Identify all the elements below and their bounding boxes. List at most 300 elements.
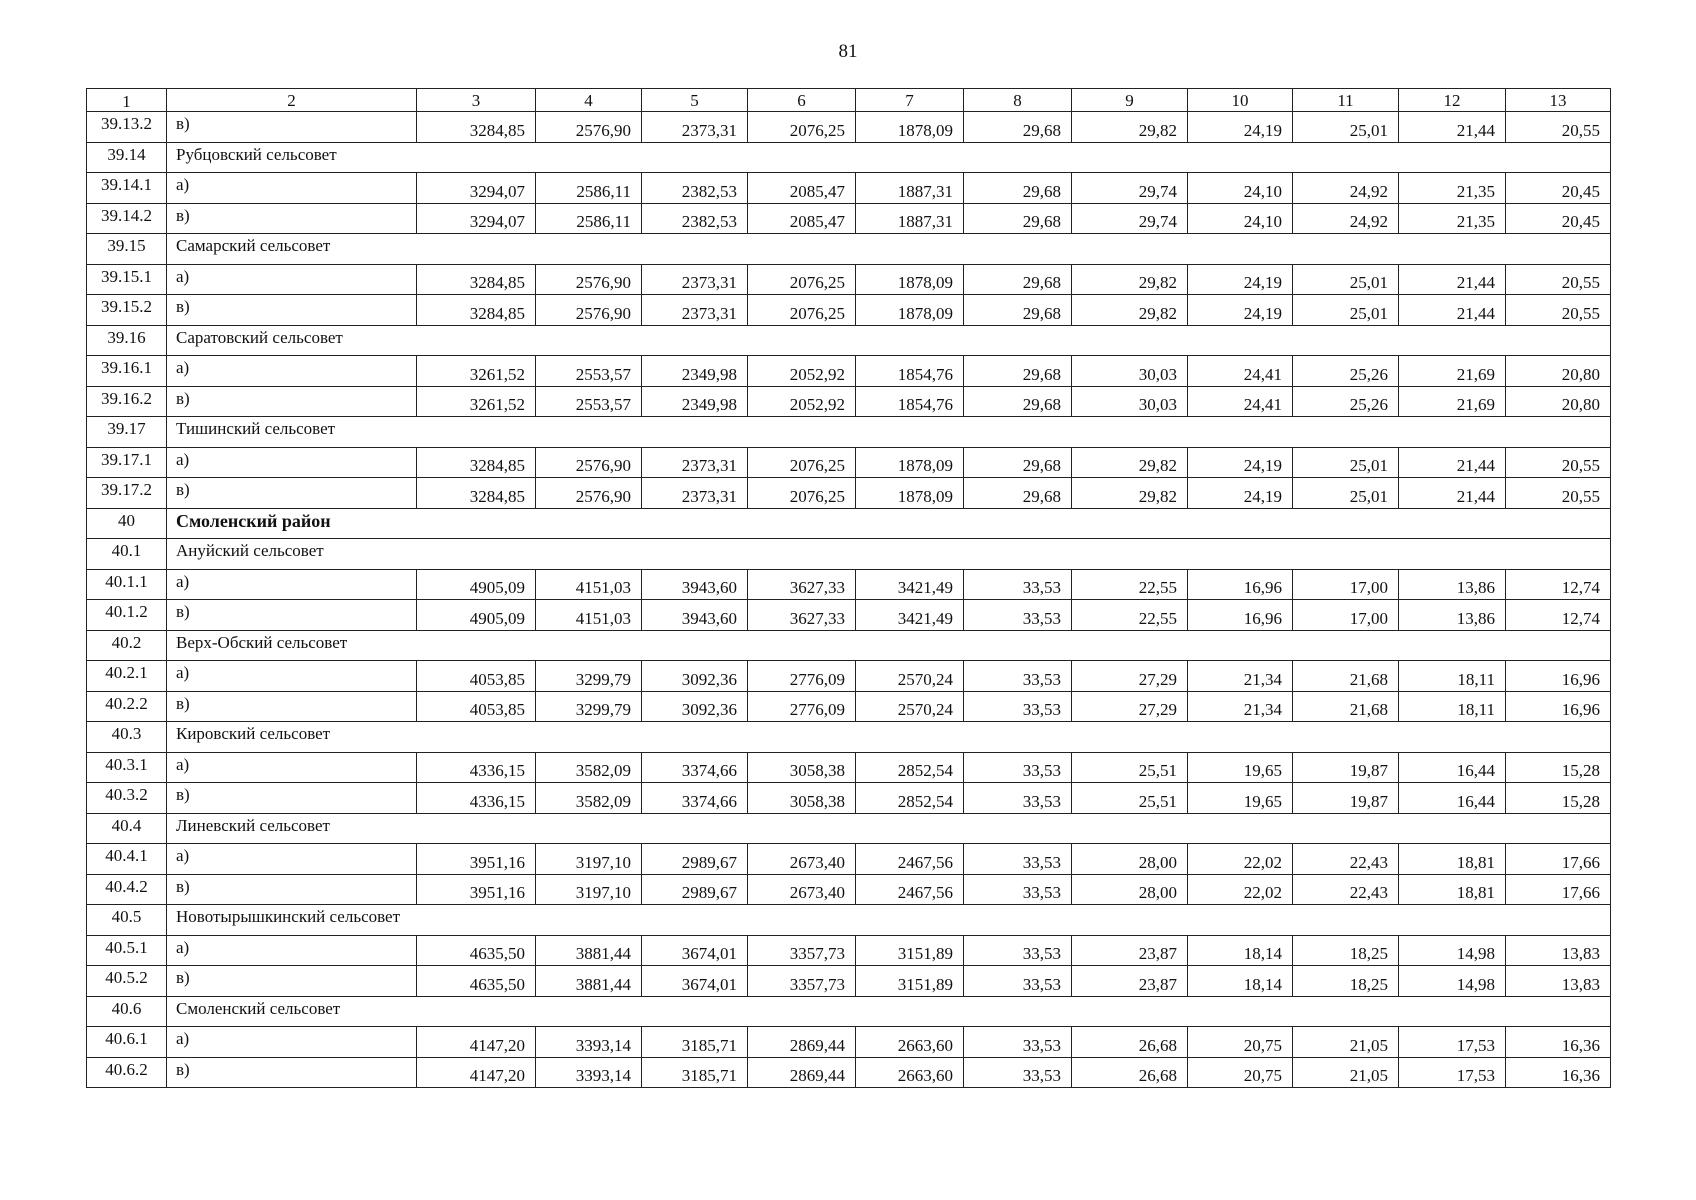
row-code: 40.5.1 [87,935,167,966]
table-cell: 3284,85 [417,112,536,143]
table-cell: 33,53 [964,569,1072,600]
group-row [87,142,1611,173]
row-code: 39.16 [87,325,167,356]
row-label: а) [167,844,417,875]
row-label: в) [167,112,417,143]
row-label: в) [167,295,417,326]
table-cell: 29,68 [964,173,1072,204]
table-cell: 2052,92 [748,356,856,387]
table-cell: 13,83 [1506,935,1611,966]
row-code: 39.16.2 [87,386,167,417]
row-code: 39.14.1 [87,173,167,204]
table-cell: 4151,03 [536,600,642,631]
header-row [87,89,1611,112]
table-cell: 3421,49 [856,600,964,631]
table-cell: 2373,31 [642,295,748,326]
table-cell: 16,96 [1506,691,1611,722]
table-row [87,600,1611,631]
table-cell: 25,51 [1072,783,1188,814]
table-cell: 2663,60 [856,1027,964,1058]
table-cell: 29,68 [964,112,1072,143]
table-cell: 3627,33 [748,600,856,631]
table-cell: 2852,54 [856,752,964,783]
table-cell: 2553,57 [536,386,642,417]
table-cell: 2869,44 [748,1027,856,1058]
table-cell: 16,44 [1399,783,1506,814]
row-code: 39.17.1 [87,447,167,478]
table-cell: 15,28 [1506,783,1611,814]
district-row [87,508,1611,539]
table-cell: 16,96 [1506,661,1611,692]
group-row [87,539,1611,570]
table-cell: 4053,85 [417,691,536,722]
table-cell: 1878,09 [856,478,964,509]
row-code: 40.4 [87,813,167,844]
table-cell: 26,68 [1072,1027,1188,1058]
table-row [87,569,1611,600]
column-header: 6 [748,89,856,112]
table-cell: 2776,09 [748,691,856,722]
table-cell: 24,19 [1188,295,1293,326]
page-number: 81 [838,41,858,62]
table-row [87,966,1611,997]
row-code: 40.6 [87,996,167,1027]
table-cell: 33,53 [964,1057,1072,1088]
table-cell: 21,35 [1399,173,1506,204]
table-cell: 3299,79 [536,691,642,722]
table-row [87,691,1611,722]
table-cell: 21,68 [1293,661,1399,692]
table-cell: 3674,01 [642,966,748,997]
table-row [87,661,1611,692]
row-label: в) [167,600,417,631]
table-cell: 18,14 [1188,935,1293,966]
table-cell: 2382,53 [642,173,748,204]
row-label: а) [167,935,417,966]
row-code: 39.14 [87,142,167,173]
table-cell: 20,55 [1506,264,1611,295]
table-row [87,1057,1611,1088]
table-cell: 21,68 [1293,691,1399,722]
column-header: 1 [87,89,167,112]
table-cell: 4905,09 [417,569,536,600]
table-cell: 17,53 [1399,1027,1506,1058]
table-cell: 14,98 [1399,966,1506,997]
group-row [87,417,1611,448]
table-cell: 29,68 [964,203,1072,234]
table-cell: 25,01 [1293,295,1399,326]
table-cell: 3261,52 [417,386,536,417]
table-cell: 16,96 [1188,569,1293,600]
group-name: Саратовский сельсовет [167,325,1611,356]
table-cell: 33,53 [964,783,1072,814]
table-cell: 20,55 [1506,478,1611,509]
table-cell: 3284,85 [417,264,536,295]
table-row [87,1027,1611,1058]
table-cell: 1878,09 [856,447,964,478]
table-cell: 16,44 [1399,752,1506,783]
table-cell: 14,98 [1399,935,1506,966]
table-cell: 28,00 [1072,844,1188,875]
table-cell: 29,82 [1072,295,1188,326]
table-cell: 4053,85 [417,661,536,692]
table-row [87,844,1611,875]
table-cell: 27,29 [1072,691,1188,722]
group-row [87,325,1611,356]
table-row [87,935,1611,966]
table-cell: 2373,31 [642,447,748,478]
table-cell: 4336,15 [417,783,536,814]
table-cell: 2776,09 [748,661,856,692]
group-name: Кировский сельсовет [167,722,1611,753]
group-row [87,996,1611,1027]
row-code: 39.13.2 [87,112,167,143]
table-cell: 2576,90 [536,264,642,295]
table-cell: 2085,47 [748,173,856,204]
table-cell: 29,74 [1072,203,1188,234]
group-name: Смоленский сельсовет [167,996,1611,1027]
table-cell: 2989,67 [642,874,748,905]
table-cell: 17,00 [1293,569,1399,600]
table-cell: 16,36 [1506,1057,1611,1088]
table-cell: 3582,09 [536,783,642,814]
table-cell: 30,03 [1072,386,1188,417]
group-row [87,813,1611,844]
table-cell: 22,02 [1188,874,1293,905]
table-cell: 29,82 [1072,112,1188,143]
table-cell: 2349,98 [642,386,748,417]
table-cell: 25,26 [1293,356,1399,387]
table-cell: 22,43 [1293,874,1399,905]
table-cell: 22,02 [1188,844,1293,875]
table-row [87,783,1611,814]
row-code: 40.4.2 [87,874,167,905]
table-cell: 20,75 [1188,1057,1293,1088]
table-cell: 21,44 [1399,478,1506,509]
table-cell: 3951,16 [417,844,536,875]
table-cell: 2373,31 [642,264,748,295]
row-code: 40.2 [87,630,167,661]
table-cell: 22,55 [1072,600,1188,631]
row-code: 39.15.1 [87,264,167,295]
table-cell: 19,87 [1293,783,1399,814]
row-label: в) [167,966,417,997]
table-cell: 3943,60 [642,569,748,600]
table-cell: 20,80 [1506,356,1611,387]
table-cell: 2989,67 [642,844,748,875]
table-cell: 4151,03 [536,569,642,600]
row-code: 40.3.1 [87,752,167,783]
group-row [87,234,1611,265]
table-cell: 2553,57 [536,356,642,387]
table-cell: 15,28 [1506,752,1611,783]
row-label: а) [167,1027,417,1058]
row-label: а) [167,752,417,783]
table-cell: 2052,92 [748,386,856,417]
table-cell: 3197,10 [536,874,642,905]
table-cell: 2576,90 [536,112,642,143]
table-cell: 21,35 [1399,203,1506,234]
table-cell: 29,82 [1072,447,1188,478]
row-label: а) [167,356,417,387]
table-cell: 20,75 [1188,1027,1293,1058]
table-cell: 2382,53 [642,203,748,234]
column-header: 4 [536,89,642,112]
table-cell: 18,81 [1399,874,1506,905]
row-code: 39.15 [87,234,167,265]
table-cell: 16,96 [1188,600,1293,631]
table-cell: 33,53 [964,874,1072,905]
table-cell: 2467,56 [856,874,964,905]
column-header: 10 [1188,89,1293,112]
table-cell: 3674,01 [642,935,748,966]
table-cell: 12,74 [1506,600,1611,631]
row-code: 39.17.2 [87,478,167,509]
group-row [87,905,1611,936]
table-cell: 3151,89 [856,935,964,966]
table-cell: 3357,73 [748,966,856,997]
table-row [87,295,1611,326]
table-cell: 28,00 [1072,874,1188,905]
table-cell: 18,11 [1399,661,1506,692]
table-cell: 3284,85 [417,478,536,509]
column-header: 3 [417,89,536,112]
table-row [87,874,1611,905]
table-cell: 13,86 [1399,569,1506,600]
group-name: Новотырышкинский сельсовет [167,905,1611,936]
table-cell: 3421,49 [856,569,964,600]
row-label: а) [167,661,417,692]
table-cell: 22,55 [1072,569,1188,600]
table-cell: 4635,50 [417,935,536,966]
table-cell: 20,55 [1506,112,1611,143]
table-cell: 20,45 [1506,173,1611,204]
table-cell: 29,68 [964,478,1072,509]
table-cell: 26,68 [1072,1057,1188,1088]
table-cell: 3284,85 [417,447,536,478]
table-cell: 18,14 [1188,966,1293,997]
table-cell: 21,05 [1293,1027,1399,1058]
table-cell: 24,19 [1188,112,1293,143]
column-header: 13 [1506,89,1611,112]
table-cell: 21,69 [1399,386,1506,417]
table-cell: 2467,56 [856,844,964,875]
group-name: Линевский сельсовет [167,813,1611,844]
table-cell: 3185,71 [642,1027,748,1058]
table-cell: 29,68 [964,356,1072,387]
table-cell: 21,44 [1399,447,1506,478]
table-cell: 33,53 [964,661,1072,692]
table-cell: 2586,11 [536,173,642,204]
row-label: а) [167,173,417,204]
table-cell: 20,80 [1506,386,1611,417]
table-cell: 13,83 [1506,966,1611,997]
table-cell: 21,44 [1399,264,1506,295]
table-cell: 17,00 [1293,600,1399,631]
row-code: 40.6.1 [87,1027,167,1058]
table-cell: 2576,90 [536,447,642,478]
row-label: в) [167,1057,417,1088]
row-label: в) [167,874,417,905]
table-row [87,447,1611,478]
row-code: 40.1.2 [87,600,167,631]
table-cell: 20,55 [1506,295,1611,326]
group-row [87,630,1611,661]
row-label: а) [167,569,417,600]
table-cell: 19,65 [1188,752,1293,783]
row-code: 39.14.2 [87,203,167,234]
table-cell: 3374,66 [642,783,748,814]
row-label: в) [167,691,417,722]
row-label: а) [167,264,417,295]
row-code: 40.3.2 [87,783,167,814]
row-code: 39.16.1 [87,356,167,387]
table-cell: 29,68 [964,295,1072,326]
table-cell: 21,44 [1399,112,1506,143]
table-cell: 2076,25 [748,264,856,295]
table-cell: 33,53 [964,935,1072,966]
table-cell: 25,01 [1293,447,1399,478]
table-cell: 33,53 [964,1027,1072,1058]
table-cell: 25,01 [1293,264,1399,295]
table-row [87,264,1611,295]
table-cell: 2085,47 [748,203,856,234]
row-code: 39.17 [87,417,167,448]
table-cell: 33,53 [964,691,1072,722]
table-cell: 19,65 [1188,783,1293,814]
table-cell: 3261,52 [417,356,536,387]
table-cell: 3284,85 [417,295,536,326]
table-cell: 3185,71 [642,1057,748,1088]
table-cell: 1878,09 [856,112,964,143]
table-cell: 20,45 [1506,203,1611,234]
table-cell: 18,11 [1399,691,1506,722]
table-cell: 30,03 [1072,356,1188,387]
table-cell: 3092,36 [642,691,748,722]
table-cell: 3058,38 [748,783,856,814]
row-label: а) [167,447,417,478]
table-cell: 21,34 [1188,661,1293,692]
row-label: в) [167,386,417,417]
table-cell: 2673,40 [748,844,856,875]
table-cell: 21,69 [1399,356,1506,387]
table-row [87,752,1611,783]
table-cell: 3943,60 [642,600,748,631]
table-cell: 17,66 [1506,844,1611,875]
table-cell: 18,81 [1399,844,1506,875]
table-cell: 29,82 [1072,264,1188,295]
group-name: Верх-Обский сельсовет [167,630,1611,661]
table-cell: 13,86 [1399,600,1506,631]
table-cell: 3299,79 [536,661,642,692]
group-name: Рубцовский сельсовет [167,142,1611,173]
table-cell: 27,29 [1072,661,1188,692]
table-cell: 4147,20 [417,1057,536,1088]
table-cell: 21,05 [1293,1057,1399,1088]
table-cell: 33,53 [964,752,1072,783]
table-cell: 33,53 [964,966,1072,997]
table-row [87,173,1611,204]
table-cell: 2373,31 [642,112,748,143]
table-cell: 33,53 [964,600,1072,631]
table-row [87,203,1611,234]
table-cell: 18,25 [1293,935,1399,966]
table-cell: 24,10 [1188,203,1293,234]
table-cell: 3374,66 [642,752,748,783]
table-cell: 24,19 [1188,447,1293,478]
group-name: Самарский сельсовет [167,234,1611,265]
column-header: 8 [964,89,1072,112]
table-cell: 29,68 [964,264,1072,295]
table-cell: 25,01 [1293,478,1399,509]
table-cell: 2586,11 [536,203,642,234]
table-cell: 3058,38 [748,752,856,783]
row-label: в) [167,478,417,509]
table-cell: 2673,40 [748,874,856,905]
table-cell: 24,10 [1188,173,1293,204]
table-cell: 3951,16 [417,874,536,905]
group-name: Ануйский сельсовет [167,539,1611,570]
table-cell: 2570,24 [856,691,964,722]
table-cell: 2349,98 [642,356,748,387]
column-header: 7 [856,89,964,112]
table-row [87,356,1611,387]
table-cell: 18,25 [1293,966,1399,997]
table-cell: 24,19 [1188,264,1293,295]
table-cell: 1854,76 [856,356,964,387]
column-header: 12 [1399,89,1506,112]
table-cell: 29,74 [1072,173,1188,204]
table-cell: 33,53 [964,844,1072,875]
table-cell: 12,74 [1506,569,1611,600]
table-cell: 2076,25 [748,112,856,143]
row-code: 40.3 [87,722,167,753]
table-cell: 25,51 [1072,752,1188,783]
row-code: 39.15.2 [87,295,167,326]
table-cell: 2373,31 [642,478,748,509]
table-cell: 17,66 [1506,874,1611,905]
column-header: 9 [1072,89,1188,112]
table-cell: 2076,25 [748,447,856,478]
district-name: Смоленский район [167,508,1611,539]
row-code: 40.1 [87,539,167,570]
table-cell: 3393,14 [536,1057,642,1088]
table-cell: 22,43 [1293,844,1399,875]
table-cell: 3294,07 [417,173,536,204]
row-label: в) [167,783,417,814]
table-body [87,89,1611,1088]
table-cell: 1878,09 [856,264,964,295]
table-row [87,112,1611,143]
table-row [87,478,1611,509]
table-cell: 3197,10 [536,844,642,875]
table-cell: 24,92 [1293,203,1399,234]
column-header: 11 [1293,89,1399,112]
tariff-table [86,88,1611,1088]
table-cell: 24,92 [1293,173,1399,204]
table-cell: 23,87 [1072,966,1188,997]
table-cell: 1887,31 [856,173,964,204]
column-header: 2 [167,89,417,112]
table-cell: 4147,20 [417,1027,536,1058]
table-cell: 21,34 [1188,691,1293,722]
table-row [87,386,1611,417]
table-cell: 3881,44 [536,966,642,997]
table-cell: 2570,24 [856,661,964,692]
table-cell: 3881,44 [536,935,642,966]
table-cell: 4336,15 [417,752,536,783]
table-cell: 19,87 [1293,752,1399,783]
